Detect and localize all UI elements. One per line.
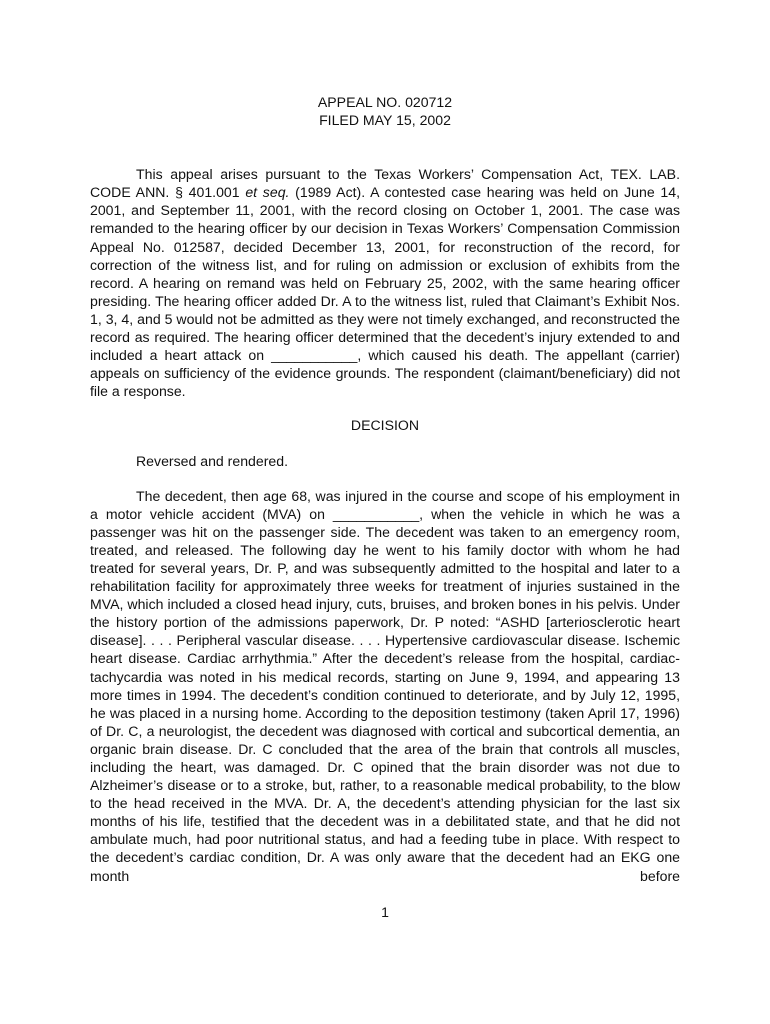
page-number: 1 — [381, 904, 389, 920]
document-header — [90, 93, 680, 129]
decision-ruling: Reversed and rendered. — [136, 452, 288, 469]
intro-italic-text: et seq. — [245, 184, 290, 201]
facts-paragraph: The decedent, then age 68, was injured in the course and scope of his employment in a motor vehicle accident (MVA) on ___________, when the vehicle in which he was a passenger was hit on the passenger side. The decedent was taken to an emergency room, treated, and released. The following day he went to his family doctor with whom he had treated for several years, Dr. P, and was subsequently admitted to the hospital and later to a rehabilitation facility for approximately three weeks for treatment of injuries sustained in the MVA, which included a closed head injury, cuts, bruises, and broken bones in his pelvis. Under the history portion of the admissions paperwork, Dr. P noted: “ASHD [arteriosclerotic heart disease]. . . . Peripheral vascular disease. . . . Hypertensive cardiovascular disease. Ischemic heart disease. Cardiac arrhythmia.” After the decedent’s release from the hospital, cardiac-tachycardia was noted in his medical records, starting on June 9, 1994, and appearing 13 more times in 1994. The decedent’s condition continued to deteriorate, and by July 12, 1995, he was placed in a nursing home. According to the deposition testimony (taken April 17, 1996) of Dr. C, a neurologist, the decedent was diagnosed with cortical and subcortical dementia, an organic brain disease. Dr. C concluded that the area of the brain that controls all muscles, including the heart, was damaged. Dr. C opined that the brain disorder was not due to Alzheimer’s disease or to a stroke, but, rather, to a reasonable medical probability, to the blow to the head received in the MVA. Dr. A, the decedent’s attending physician for the last six months of his life, testified that the decedent was in a debilitated state, and that he did not ambulate much, had poor nutritional status, and had a feeding tube in place. With respect to the decedent’s cardiac condition, Dr. A was only aware that the decedent had an EKG one month before — [90, 487, 680, 884]
intro-paragraph — [90, 165, 680, 400]
filed-date: FILED MAY 15, 2002 — [319, 112, 451, 129]
intro-text-part2: (1989 Act). A contested case hearing was held on June 14, 2001, and September 11, 2001, with the record closing on October 1, 2001. The case was remanded to the hearing officer by our decision in Texas Workers’ Compensation Commission Appeal No. 012587, decided December 13, 2001, for reconstruction of the record, for correction of the witness list, and for ruling on admission or exclusion of exhibits from the record. A hearing on remand was held on February 25, 2002, with the same hearing officer presiding. The hearing officer added Dr. A to the witness list, ruled that Claimant’s Exhibit Nos. 1, 3, 4, and 5 would not be admitted as they were not timely exchanged, and reconstructed the record as required. The hearing officer determined that the decedent’s injury extended to and included a heart attack on ___________, which caused his death. The appellant (carrier) appeals on sufficiency of the evidence grounds. The respondent (claimant/beneficiary) did not file a response. — [90, 184, 681, 400]
appeal-number: APPEAL NO. 020712 — [317, 94, 453, 110]
intro-text-part1: This appeal arises pursuant to the Texas Workers’ Compensation Act, TEX. LAB. CODE ANN. § 401.001 — [90, 166, 680, 201]
document-page — [90, 93, 680, 885]
decision-heading: DECISION — [350, 417, 420, 434]
